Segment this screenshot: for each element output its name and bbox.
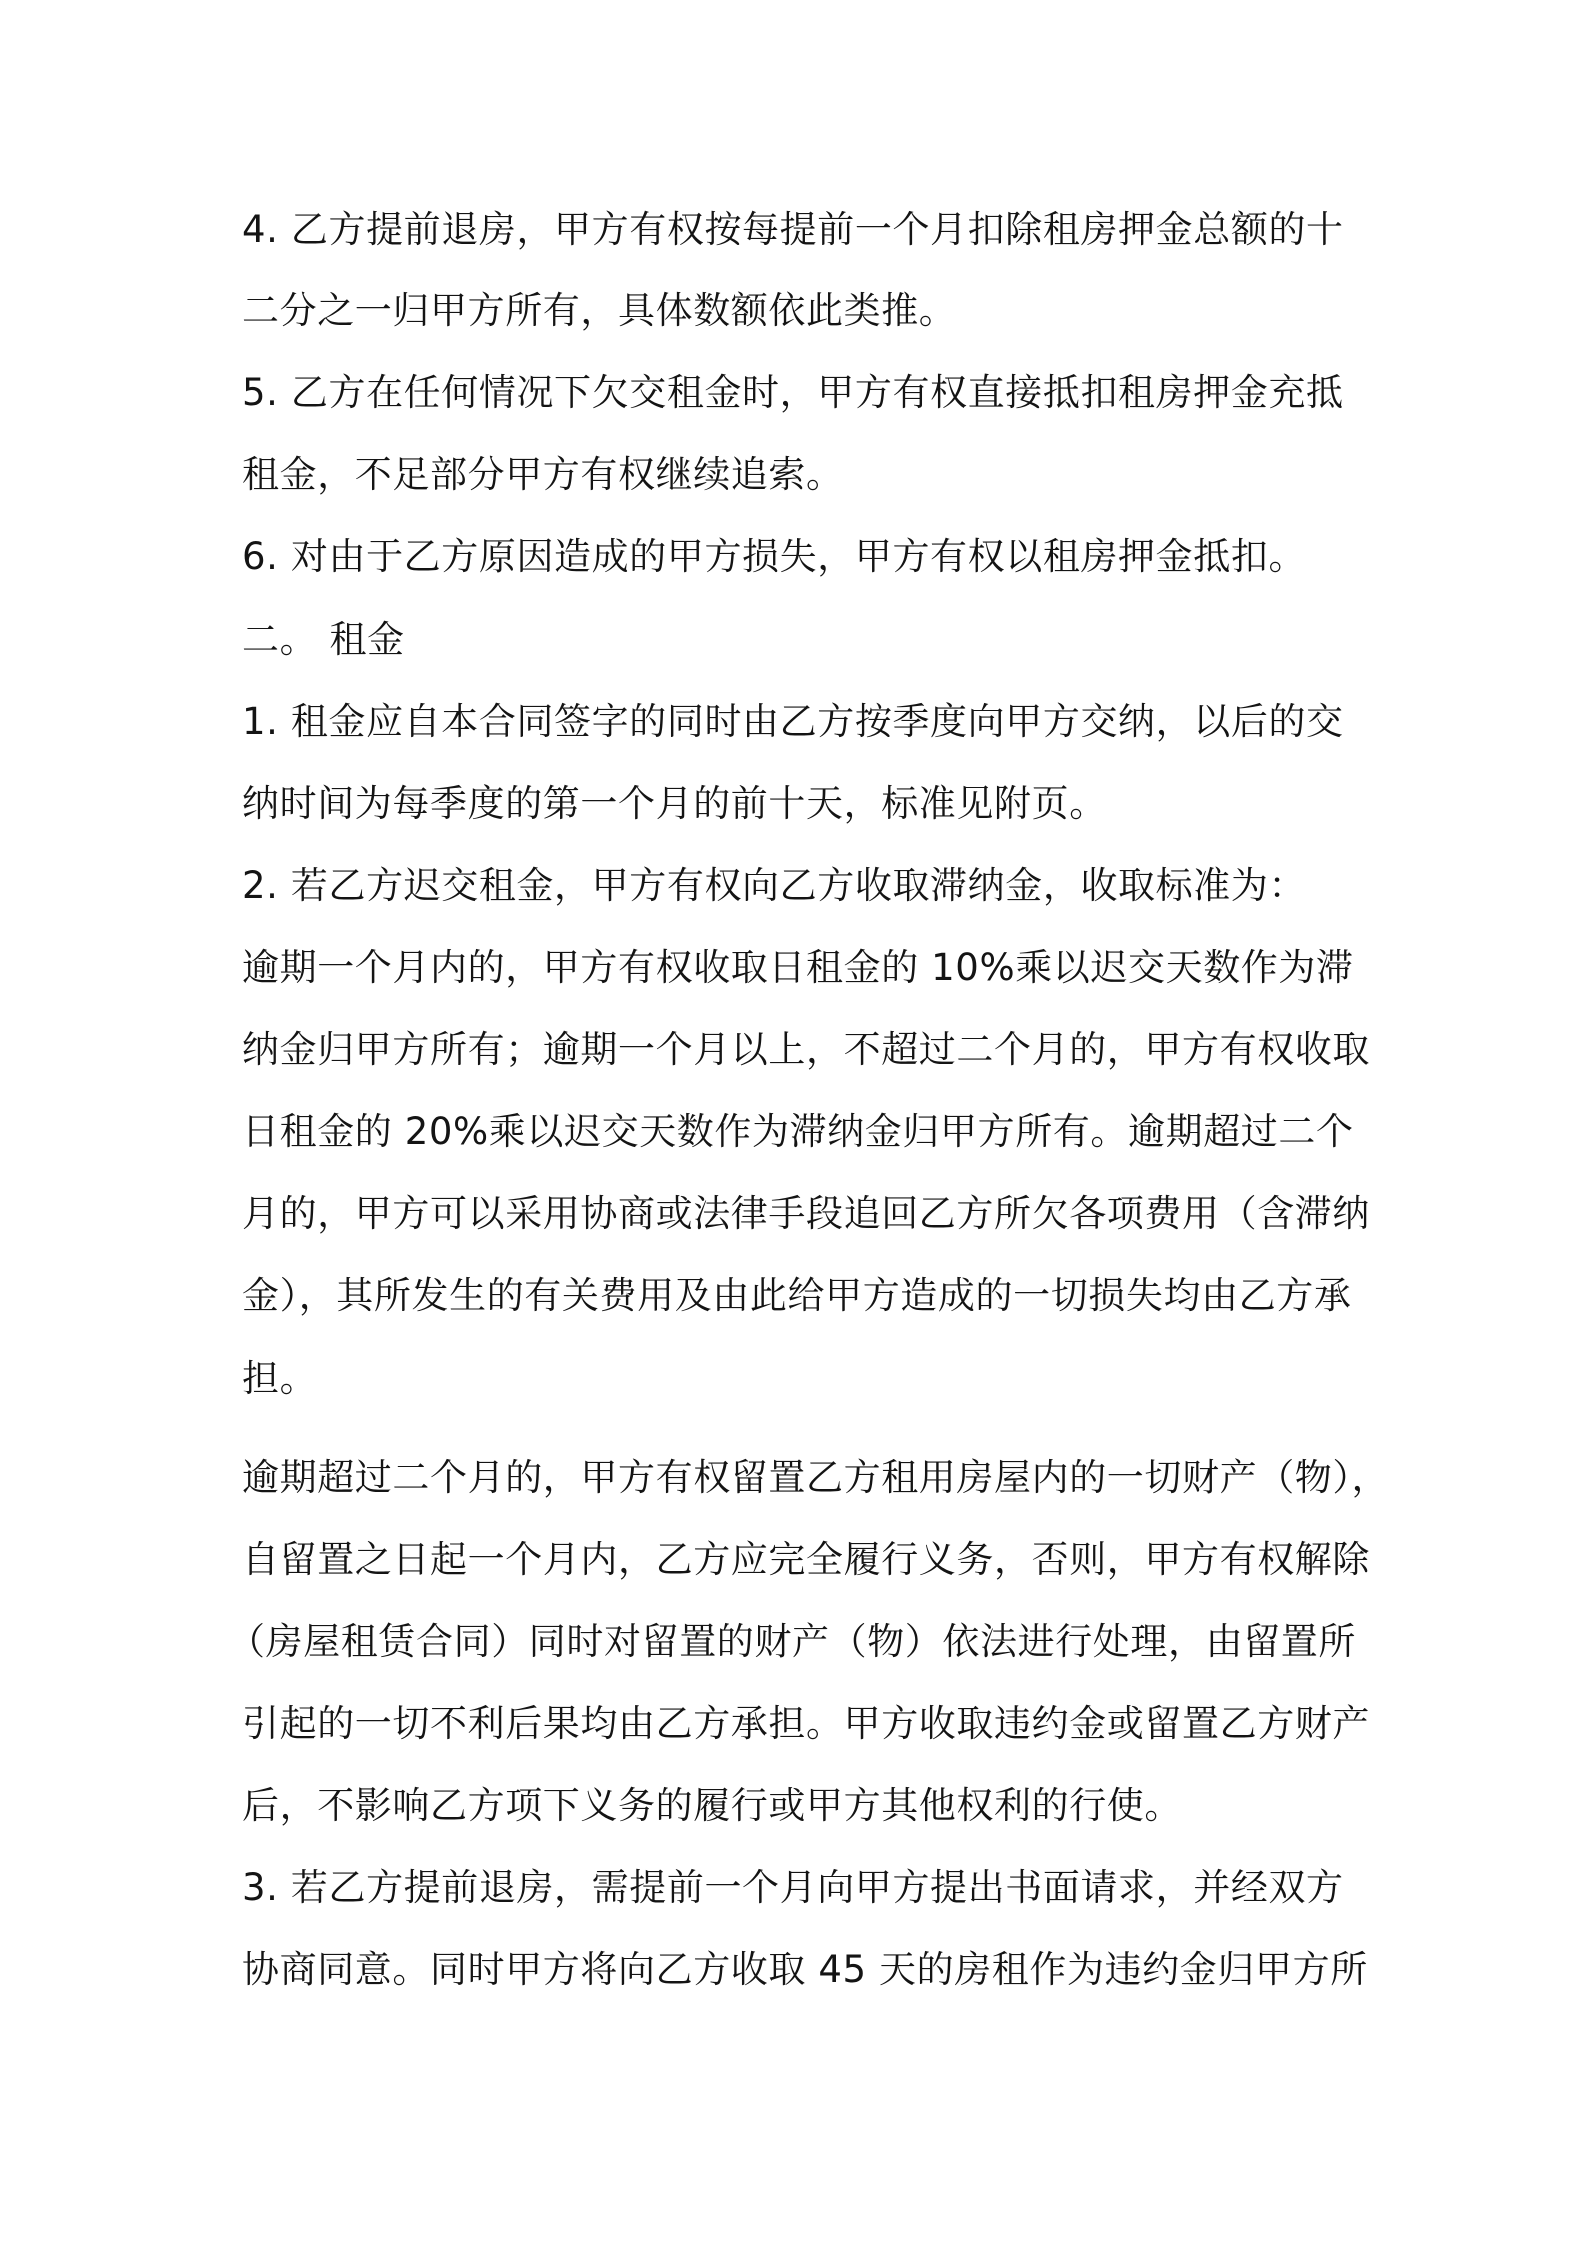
text-line: 6. 对由于乙方原因造成的甲方损失，甲方有权以租房押金抵扣。 xyxy=(242,535,1307,578)
text-line: 逾期超过二个月的，甲方有权留置乙方租用房屋内的一切财产（物）， xyxy=(242,1456,1390,1499)
section-heading: 二。 租金 xyxy=(242,618,405,661)
text-line: （房屋租赁合同）同时对留置的财产（物）依法进行处理，由留置所 xyxy=(228,1620,1356,1663)
text-line: 自留置之日起一个月内，乙方应完全履行义务，否则，甲方有权解除 xyxy=(242,1538,1370,1581)
text-line: 3. 若乙方提前退房，需提前一个月向甲方提出书面请求，并经双方 xyxy=(242,1866,1344,1909)
text-line: 逾期一个月内的，甲方有权收取日租金的 10%乘以迟交天数作为滞 xyxy=(242,946,1354,989)
text-line: 金），其所发生的有关费用及由此给甲方造成的一切损失均由乙方承 xyxy=(242,1274,1352,1317)
text-line: 引起的一切不利后果均由乙方承担。甲方收取违约金或留置乙方财产 xyxy=(242,1702,1370,1745)
text-line: 月的，甲方可以采用协商或法律手段追回乙方所欠各项费用（含滞纳 xyxy=(242,1192,1370,1235)
text-line: 纳金归甲方所有；逾期一个月以上，不超过二个月的，甲方有权收取 xyxy=(242,1028,1370,1071)
text-line: 2. 若乙方迟交租金，甲方有权向乙方收取滞纳金，收取标准为： xyxy=(242,864,1307,907)
text-line: 二分之一归甲方所有，具体数额依此类推。 xyxy=(242,289,957,332)
text-line: 纳时间为每季度的第一个月的前十天，标准见附页。 xyxy=(242,782,1107,825)
text-line: 担。 xyxy=(242,1357,318,1400)
text-line: 1. 租金应自本合同签字的同时由乙方按季度向甲方交纳，以后的交 xyxy=(242,700,1344,743)
text-line: 5. 乙方在任何情况下欠交租金时，甲方有权直接抵扣租房押金充抵 xyxy=(242,371,1344,414)
text-line: 日租金的 20%乘以迟交天数作为滞纳金归甲方所有。逾期超过二个 xyxy=(242,1110,1354,1153)
text-line: 4. 乙方提前退房，甲方有权按每提前一个月扣除租房押金总额的十 xyxy=(242,208,1344,251)
text-line: 租金，不足部分甲方有权继续追索。 xyxy=(242,453,844,496)
text-line: 协商同意。同时甲方将向乙方收取 45 天的房租作为违约金归甲方所 xyxy=(242,1948,1368,1991)
text-line: 后，不影响乙方项下义务的履行或甲方其他权利的行使。 xyxy=(242,1784,1182,1827)
